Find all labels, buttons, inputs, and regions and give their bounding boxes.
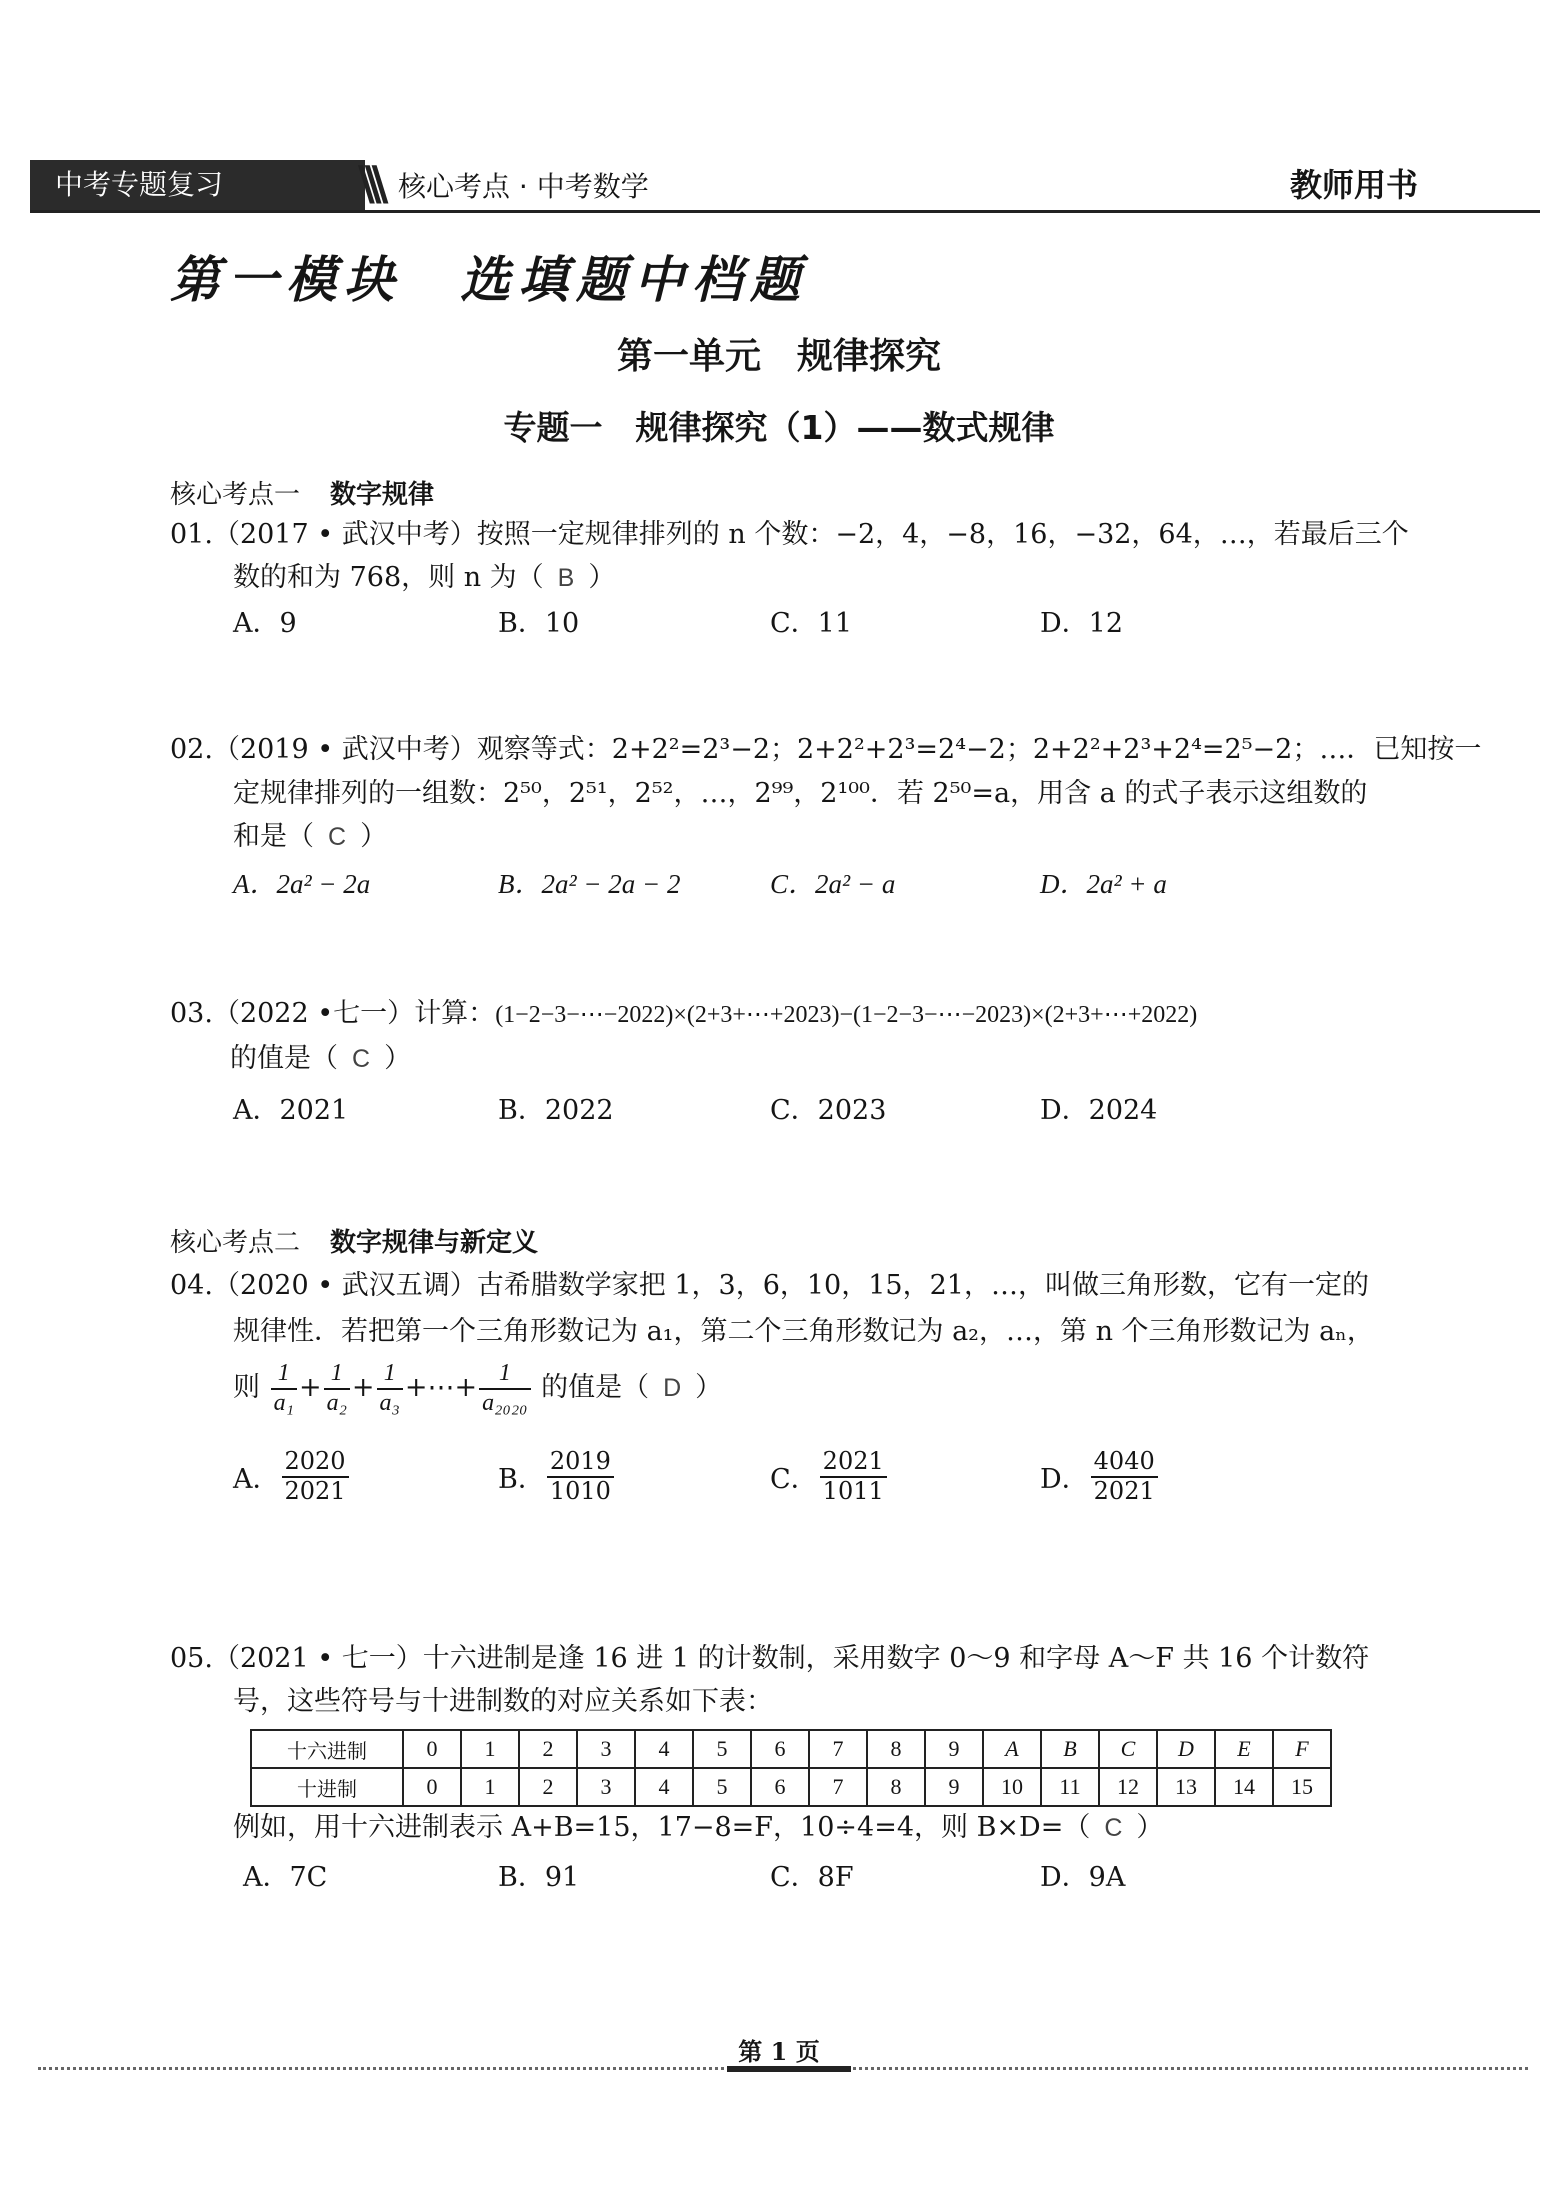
fraction-numerator: 2019 xyxy=(547,1448,614,1478)
question-text: 观察等式：2+2²=2³−2；2+2²+2³=2⁴−2；2+2²+2³+2⁴=2⁵−2；…．已知按一 xyxy=(476,734,1482,765)
page-number: 第 1 页 xyxy=(738,2037,820,2066)
option-b: B．91 xyxy=(498,1862,580,1893)
table-cell: 6 xyxy=(751,1730,809,1768)
module-title: 第一模块 选填题中档题 xyxy=(170,250,808,309)
fraction-numerator: 1 xyxy=(324,1360,350,1390)
key-point-name: 数字规律 xyxy=(330,480,435,510)
question-4-line-1 xyxy=(170,1264,1369,1308)
table-cell: 4 xyxy=(635,1768,693,1806)
question-2-line-2: 定规律排列的一组数：2⁵⁰，2⁵¹，2⁵²，…，2⁹⁹，2¹⁰⁰．若 2⁵⁰=a，用含 a 的式子表示这组数的 xyxy=(233,778,1368,809)
question-text: 的值是（ xyxy=(230,1043,338,1074)
table-cell: 6 xyxy=(751,1768,809,1806)
table-cell: 4 xyxy=(635,1730,693,1768)
option-b xyxy=(498,1448,616,1505)
fraction-denominator: 2021 xyxy=(1093,1476,1155,1505)
question-2-line-1 xyxy=(170,728,1481,772)
ellipsis-sum: +⋯+ xyxy=(404,1372,478,1404)
table-cell: 13 xyxy=(1157,1768,1215,1806)
question-3-line-2 xyxy=(230,1037,411,1081)
question-4-line-3 xyxy=(233,1360,722,1417)
header-subtitle: 核心考点 · 中考数学 xyxy=(398,170,649,203)
question-source: （2021 • 七一） xyxy=(212,1643,423,1674)
question-text: 按照一定规律排列的 n 个数：−2，4，−8，16，−32，64，…，若最后三个 xyxy=(476,519,1409,550)
fraction-term-3 xyxy=(377,1360,403,1417)
question-text: 古希腊数学家把 1，3，6，10，15，21，…，叫做三角形数，它有一定的 xyxy=(476,1270,1369,1301)
bracket-close: ） xyxy=(695,1372,723,1404)
option-fraction xyxy=(1091,1448,1158,1505)
fraction-numerator: 2021 xyxy=(820,1448,887,1478)
fraction-term-1 xyxy=(271,1360,297,1417)
fraction-denominator: a₃ xyxy=(379,1389,400,1416)
bracket-close: ） xyxy=(384,1043,412,1074)
table-cell: B xyxy=(1041,1730,1099,1768)
question-text: 的值是（ xyxy=(541,1372,650,1404)
table-cell: A xyxy=(983,1730,1041,1768)
option-letter: A． xyxy=(233,1464,280,1496)
table-cell: 12 xyxy=(1099,1768,1157,1806)
question-text: 和是（ xyxy=(233,821,314,852)
question-5-line-1 xyxy=(170,1637,1369,1681)
option-d xyxy=(1040,1448,1160,1505)
key-point-name: 数字规律与新定义 xyxy=(330,1228,539,1258)
header-slash-decoration: \\\ xyxy=(358,156,379,210)
key-point-1 xyxy=(170,474,434,511)
question-1-line-2 xyxy=(233,556,615,600)
bracket-close: ） xyxy=(588,562,616,593)
table-cell: 7 xyxy=(809,1768,867,1806)
option-d: D．9A xyxy=(1040,1862,1126,1893)
fraction-denominator: 1011 xyxy=(822,1476,884,1505)
option-c xyxy=(770,1448,889,1505)
option-letter: B． xyxy=(498,1464,545,1496)
table-cell: 3 xyxy=(577,1730,635,1768)
fraction-numerator: 2020 xyxy=(282,1448,349,1478)
fraction-denominator: a₁ xyxy=(273,1389,294,1416)
option-d: D．2a² + a xyxy=(1040,869,1167,899)
table-cell: C xyxy=(1099,1730,1157,1768)
question-lead: 计算： xyxy=(414,998,496,1029)
option-a: A．2a² − 2a xyxy=(233,869,371,899)
option-b: B．2022 xyxy=(498,1095,614,1126)
table-cell: 0 xyxy=(403,1768,461,1806)
question-source: （2019 • 武汉中考） xyxy=(212,734,477,765)
answer-mark: C xyxy=(1104,1814,1123,1842)
question-source: （2020 • 武汉五调） xyxy=(212,1270,477,1301)
fraction-denominator: a₂₀₂₀ xyxy=(482,1389,528,1416)
option-b: B．10 xyxy=(498,608,580,639)
table-cell: F xyxy=(1273,1730,1331,1768)
table-cell: 3 xyxy=(577,1768,635,1806)
fraction-denominator: 2021 xyxy=(284,1476,346,1505)
table-cell: 11 xyxy=(1041,1768,1099,1806)
unit-title: 第一单元 规律探究 xyxy=(616,336,941,377)
fraction-numerator: 1 xyxy=(479,1360,530,1390)
table-cell: 7 xyxy=(809,1730,867,1768)
question-1-line-1 xyxy=(170,513,1409,557)
option-d: D．12 xyxy=(1040,608,1124,639)
row-header: 十六进制 xyxy=(251,1730,403,1768)
hex-decimal-table xyxy=(250,1729,1332,1807)
fraction-term-last xyxy=(479,1360,530,1417)
header-right-label: 教师用书 xyxy=(1289,166,1418,204)
question-text: 数的和为 768，则 n 为（ xyxy=(233,562,544,593)
bracket-close: ） xyxy=(1136,1812,1164,1843)
footer-bar xyxy=(727,2066,851,2072)
option-fraction xyxy=(547,1448,614,1505)
table-cell: 8 xyxy=(867,1730,925,1768)
option-fraction xyxy=(820,1448,887,1505)
table-cell: 14 xyxy=(1215,1768,1273,1806)
option-c: C．2023 xyxy=(770,1095,887,1126)
table-cell: 1 xyxy=(461,1730,519,1768)
answer-mark: C xyxy=(352,1045,371,1073)
option-c: C．8F xyxy=(770,1862,854,1893)
fraction-term-2 xyxy=(324,1360,350,1417)
question-3-line-1 xyxy=(170,992,1197,1037)
table-row xyxy=(251,1768,1331,1806)
question-number: 04. xyxy=(170,1270,213,1301)
option-a: A．9 xyxy=(233,608,297,639)
question-text: 十六进制是逢 16 进 1 的计数制，采用数字 0～9 和字母 A～F 共 16 个计数符 xyxy=(422,1643,1370,1674)
fraction-numerator: 1 xyxy=(271,1360,297,1390)
option-c: C．2a² − a xyxy=(770,869,896,899)
key-point-label: 核心考点二 xyxy=(170,1228,301,1258)
bracket-close: ） xyxy=(360,821,388,852)
question-4-line-2: 规律性．若把第一个三角形数记为 a₁，第二个三角形数记为 a₂，…，第 n 个三角形数记为 aₙ， xyxy=(233,1316,1374,1347)
table-cell: E xyxy=(1215,1730,1273,1768)
question-text: 则 xyxy=(233,1372,260,1404)
plus-sign: + xyxy=(351,1372,375,1404)
question-number: 02. xyxy=(170,734,213,765)
question-5-line-3 xyxy=(233,1806,1163,1850)
question-number: 01. xyxy=(170,519,213,550)
option-letter: C． xyxy=(770,1464,818,1496)
table-cell: 9 xyxy=(925,1768,983,1806)
table-cell: 9 xyxy=(925,1730,983,1768)
question-source: （2022 •七一） xyxy=(212,998,415,1029)
table-cell: 15 xyxy=(1273,1768,1331,1806)
question-2-line-3 xyxy=(233,815,387,859)
fraction-denominator: 1010 xyxy=(549,1476,611,1505)
option-c: C．11 xyxy=(770,608,853,639)
table-cell: 2 xyxy=(519,1768,577,1806)
table-cell: 2 xyxy=(519,1730,577,1768)
table-cell: 1 xyxy=(461,1768,519,1806)
question-text: 例如，用十六进制表示 A+B=15，17−8=F，10÷4=4，则 B×D=（ xyxy=(233,1812,1091,1843)
key-point-label: 核心考点一 xyxy=(170,480,301,510)
header-rule xyxy=(30,210,1540,213)
answer-mark: C xyxy=(328,823,347,851)
header-tag: 中考专题复习 xyxy=(55,168,224,201)
topic-title: 专题一 规律探究（1）——数式规律 xyxy=(503,408,1055,447)
question-expression: (1−2−3−⋯−2022)×(2+3+⋯+2023)−(1−2−3−⋯−2023)×(2+3+⋯+2022) xyxy=(495,1002,1198,1028)
table-row xyxy=(251,1730,1331,1768)
option-a xyxy=(233,1448,351,1505)
table-cell: 5 xyxy=(693,1730,751,1768)
option-fraction xyxy=(282,1448,349,1505)
table-cell: 5 xyxy=(693,1768,751,1806)
key-point-2 xyxy=(170,1222,538,1259)
option-letter: D． xyxy=(1040,1464,1089,1496)
question-number: 03. xyxy=(170,998,213,1029)
question-number: 05. xyxy=(170,1643,213,1674)
option-d: D．2024 xyxy=(1040,1095,1158,1126)
option-b: B．2a² − 2a − 2 xyxy=(498,869,681,899)
answer-mark: B xyxy=(557,564,575,592)
question-source: （2017 • 武汉中考） xyxy=(212,519,477,550)
option-a: A．7C xyxy=(243,1862,328,1893)
question-5-line-2: 号，这些符号与十进制数的对应关系如下表： xyxy=(233,1686,773,1717)
plus-sign: + xyxy=(298,1372,322,1404)
fraction-denominator: a₂ xyxy=(326,1389,347,1416)
table-cell: D xyxy=(1157,1730,1215,1768)
option-a: A．2021 xyxy=(233,1095,349,1126)
fraction-numerator: 4040 xyxy=(1091,1448,1158,1478)
row-header: 十进制 xyxy=(251,1768,403,1806)
answer-mark: D xyxy=(663,1374,682,1403)
table-cell: 0 xyxy=(403,1730,461,1768)
table-cell: 8 xyxy=(867,1768,925,1806)
table-cell: 10 xyxy=(983,1768,1041,1806)
fraction-numerator: 1 xyxy=(377,1360,403,1390)
